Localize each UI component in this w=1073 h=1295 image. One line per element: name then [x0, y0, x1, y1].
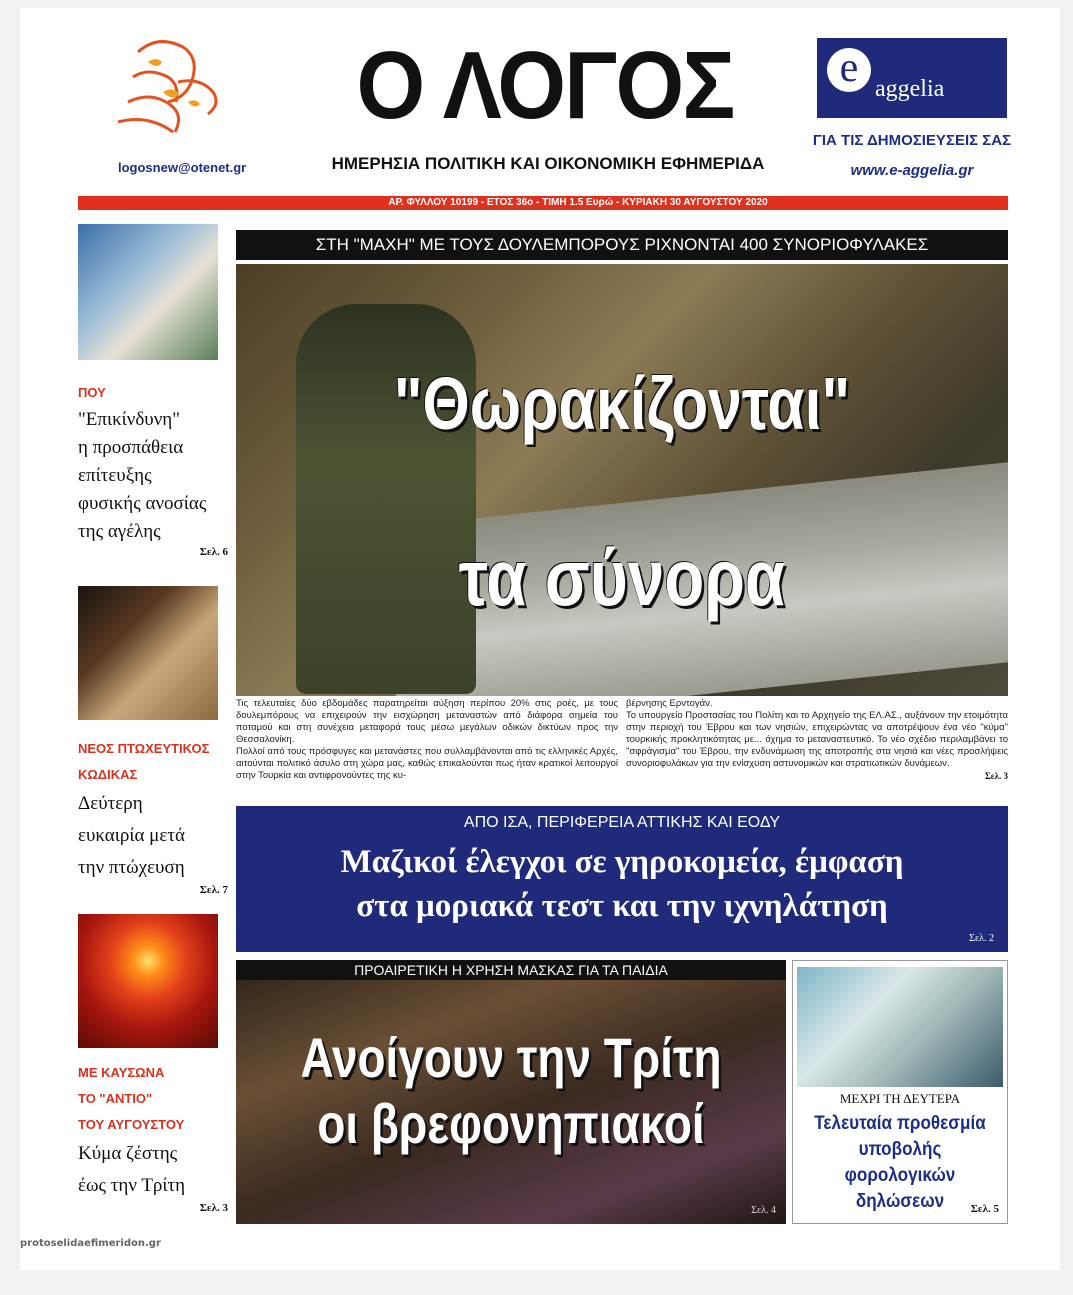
sidebar-kicker: ΠΟΥ: [78, 385, 106, 400]
sidebar-title-line: την πτώχευση: [78, 857, 185, 878]
sidebar-kicker: ΤΟ "ΑΝΤΙΟ": [78, 1091, 153, 1106]
newspaper-front-page: [20, 8, 1060, 1270]
sidebar-kicker: ΤΟΥ ΑΥΓΟΥΣΤΟΥ: [78, 1117, 185, 1132]
blue-kicker: ΑΠΟ ΙΣΑ, ΠΕΡΙΦΕΡΕΙΑ ΑΤΤΙΚΗΣ ΚΑΙ ΕΟΔΥ: [463, 814, 781, 831]
eaggelia-wordmark: aggelia: [875, 76, 945, 102]
source-watermark: protoselidaefimeridon.gr: [20, 1238, 161, 1249]
sidebar-photo-gavel: [78, 586, 218, 720]
lead-kicker: ΣΤΗ "ΜΑΧΗ" ΜΕ ΤΟΥΣ ΔΟΥΛΕΜΠΟΡΟΥΣ ΡΙΧΝΟΝΤΑΙ 400 ΣΥΝΟΡΙΟΦΥΛΑΚΕΣ: [236, 230, 1008, 260]
article-paragraph: Το υπουργείο Προστασίας του Πολίτη και το Αρχηγείο της ΕΛ.ΑΣ., αυξάνουν την ετοιμότητα στην περιοχή του Έβρου και των νησιών, επιχειρώντας να αποτρέψουν ένα νέο "κύμα" τουρκικής προκλητικότητας με... όχημα το μεταναστευτικό. Το νέο σχέδιο περιλαμβάνει το "σφράγισμα" του Έβρου, την ενδυνάμωση της αποτροπής στα νησιά και νέες προσλήψεις συνοριοφυλάκων για την ενίσχυση αστυνομικών και στρατιωτικών δυνάμεων.: [626, 710, 1008, 769]
article-paragraph: Τις τελευταίες δύο εβδομάδες παρατηρείται αύξηση περίπου 20% στις ροές, με τους δουλεμπόρους να επιχειρούν την εισχώρηση μεταναστών από διάφορα σημεία του ποταμού και στη συνέχεια μεταφορά τους μέσω μεγάλων οδικών δικτύων προς την Θεσσαλονίκη.: [236, 698, 618, 745]
sidebar-kicker: ΜΕ ΚΑΥΣΩΝΑ: [78, 1065, 165, 1080]
page-reference: Σελ. 3: [984, 771, 1008, 781]
sidebar-story-2: [78, 736, 228, 896]
tax-forms-photo: [797, 967, 1003, 1087]
sidebar-story-3: [78, 1060, 228, 1214]
newspaper-subtitle: ΗΜΕΡΗΣΙΑ ΠΟΛΙΤΙΚΗ ΚΑΙ ΟΙΚΟΝΟΜΙΚΗ ΕΦΗΜΕΡΙΔΑ: [331, 154, 765, 173]
elderly-care-story-box: [236, 806, 1008, 952]
sidebar-title-line: Κύμα ζέστης: [78, 1143, 178, 1164]
page-reference: Σελ. 6: [199, 546, 228, 558]
lead-article-column-1: [236, 698, 618, 782]
issue-info: ΑΡ. ΦΥΛΛΟΥ 10199 - ΕΤΟΣ 36ο - ΤΙΜΗ 1.5 Ευρώ - ΚΥΡΙΑΚΗ 30 ΑΥΓΟΥΣΤΟΥ 2020: [388, 197, 768, 208]
sidebar-title-line: "Επικίνδυνη": [78, 409, 180, 430]
ad-tagline: ΓΙΑ ΤΙΣ ΔΗΜΟΣΙΕΥΣΕΙΣ ΣΑΣ: [812, 132, 1012, 149]
sidebar-title-line: Δεύτερη: [78, 793, 143, 814]
newspaper-title: Ο ΛΟΓΟΣ: [356, 32, 734, 139]
sidebar-title-line: φυσικής ανοσίας: [78, 493, 207, 514]
blue-headline: [236, 840, 1008, 928]
article-paragraph: Πολλοί από τους πρόσφυγες και μετανάστες που συλλαμβάνονται από τις ελληνικές Αρχές, αιτούνται πολιτικό άσυλο στη χώρα μας, καθώς επικαλούνται πως ήταν κρατικοί λειτουργοί στην Τουρκία και αντιφρονούντες της κυ-: [236, 746, 618, 781]
page-reference: Σελ. 3: [199, 1202, 228, 1214]
sidebar-title-line: επίτευξης: [78, 465, 152, 486]
page-reference: Σελ. 5: [970, 1203, 999, 1215]
lead-headline-line-1: "Θωρακίζονται": [393, 362, 851, 445]
sidebar-story-1: [78, 380, 228, 558]
tax-headline-line: δηλώσεων: [855, 1191, 945, 1212]
contact-email: logosnew@otenet.gr: [118, 160, 247, 175]
ad-url: www.e-aggelia.gr: [850, 162, 974, 179]
nursery-headline-line-2: οι βρεφονηπιακοί: [317, 1092, 705, 1155]
sidebar-kicker: ΚΩΔΙΚΑΣ: [78, 767, 138, 782]
sidebar-title-line: ευκαιρία μετά: [78, 825, 185, 846]
eaggelia-e-mark: e: [827, 48, 871, 92]
tax-headline: [804, 1111, 997, 1215]
issue-bar: [78, 196, 1008, 210]
sidebar-title-line: η προσπάθεια: [78, 437, 184, 458]
sidebar-photo-vaccination: [78, 224, 218, 360]
sidebar-title-line: της αγέλης: [78, 521, 161, 542]
tax-headline-line: Τελευταία προθεσμία: [814, 1113, 986, 1134]
page-reference: Σελ. 7: [199, 884, 228, 896]
nursery-kicker: ΠΡΟΑΙΡΕΤΙΚΗ Η ΧΡΗΣΗ ΜΑΣΚΑΣ ΓΙΑ ΤΑ ΠΑΙΔΙΑ: [236, 960, 786, 980]
lead-headline-line-2: τα σύνορα: [458, 533, 786, 622]
sidebar-photo-sun: [78, 914, 218, 1048]
nursery-story-photo: [236, 960, 786, 1224]
eaggelia-ad-logo: [817, 38, 1007, 118]
blue-headline-line-2: στα μοριακά τεστ και την ιχνηλάτηση: [356, 888, 888, 924]
tax-headline-line: υποβολής φορολογικών: [844, 1139, 956, 1186]
page-reference: Σελ. 4: [751, 1205, 776, 1216]
tax-deadline-story: [792, 960, 1008, 1224]
nursery-headline-line-1: Ανοίγουν την Τρίτη: [300, 1026, 722, 1089]
tax-kicker: ΜΕΧΡΙ ΤΗ ΔΕΥΤΕΡΑ: [839, 1091, 961, 1106]
blue-headline-line-1: Μαζικοί έλεγχοι σε γηροκομεία, έμφαση: [340, 844, 904, 880]
lead-photo-border-guards: [236, 264, 1008, 696]
sidebar-kicker: ΝΕΟΣ ΠΤΩΧΕΥΤΙΚΟΣ: [78, 741, 210, 756]
page-reference: Σελ. 2: [969, 933, 994, 944]
article-paragraph: βέρνησης Ερντογάν.: [626, 698, 713, 709]
lead-article-column-2: [626, 698, 1008, 782]
sidebar-title-line: έως την Τρίτη: [78, 1175, 186, 1196]
logos-logo-illustration: [108, 32, 228, 144]
